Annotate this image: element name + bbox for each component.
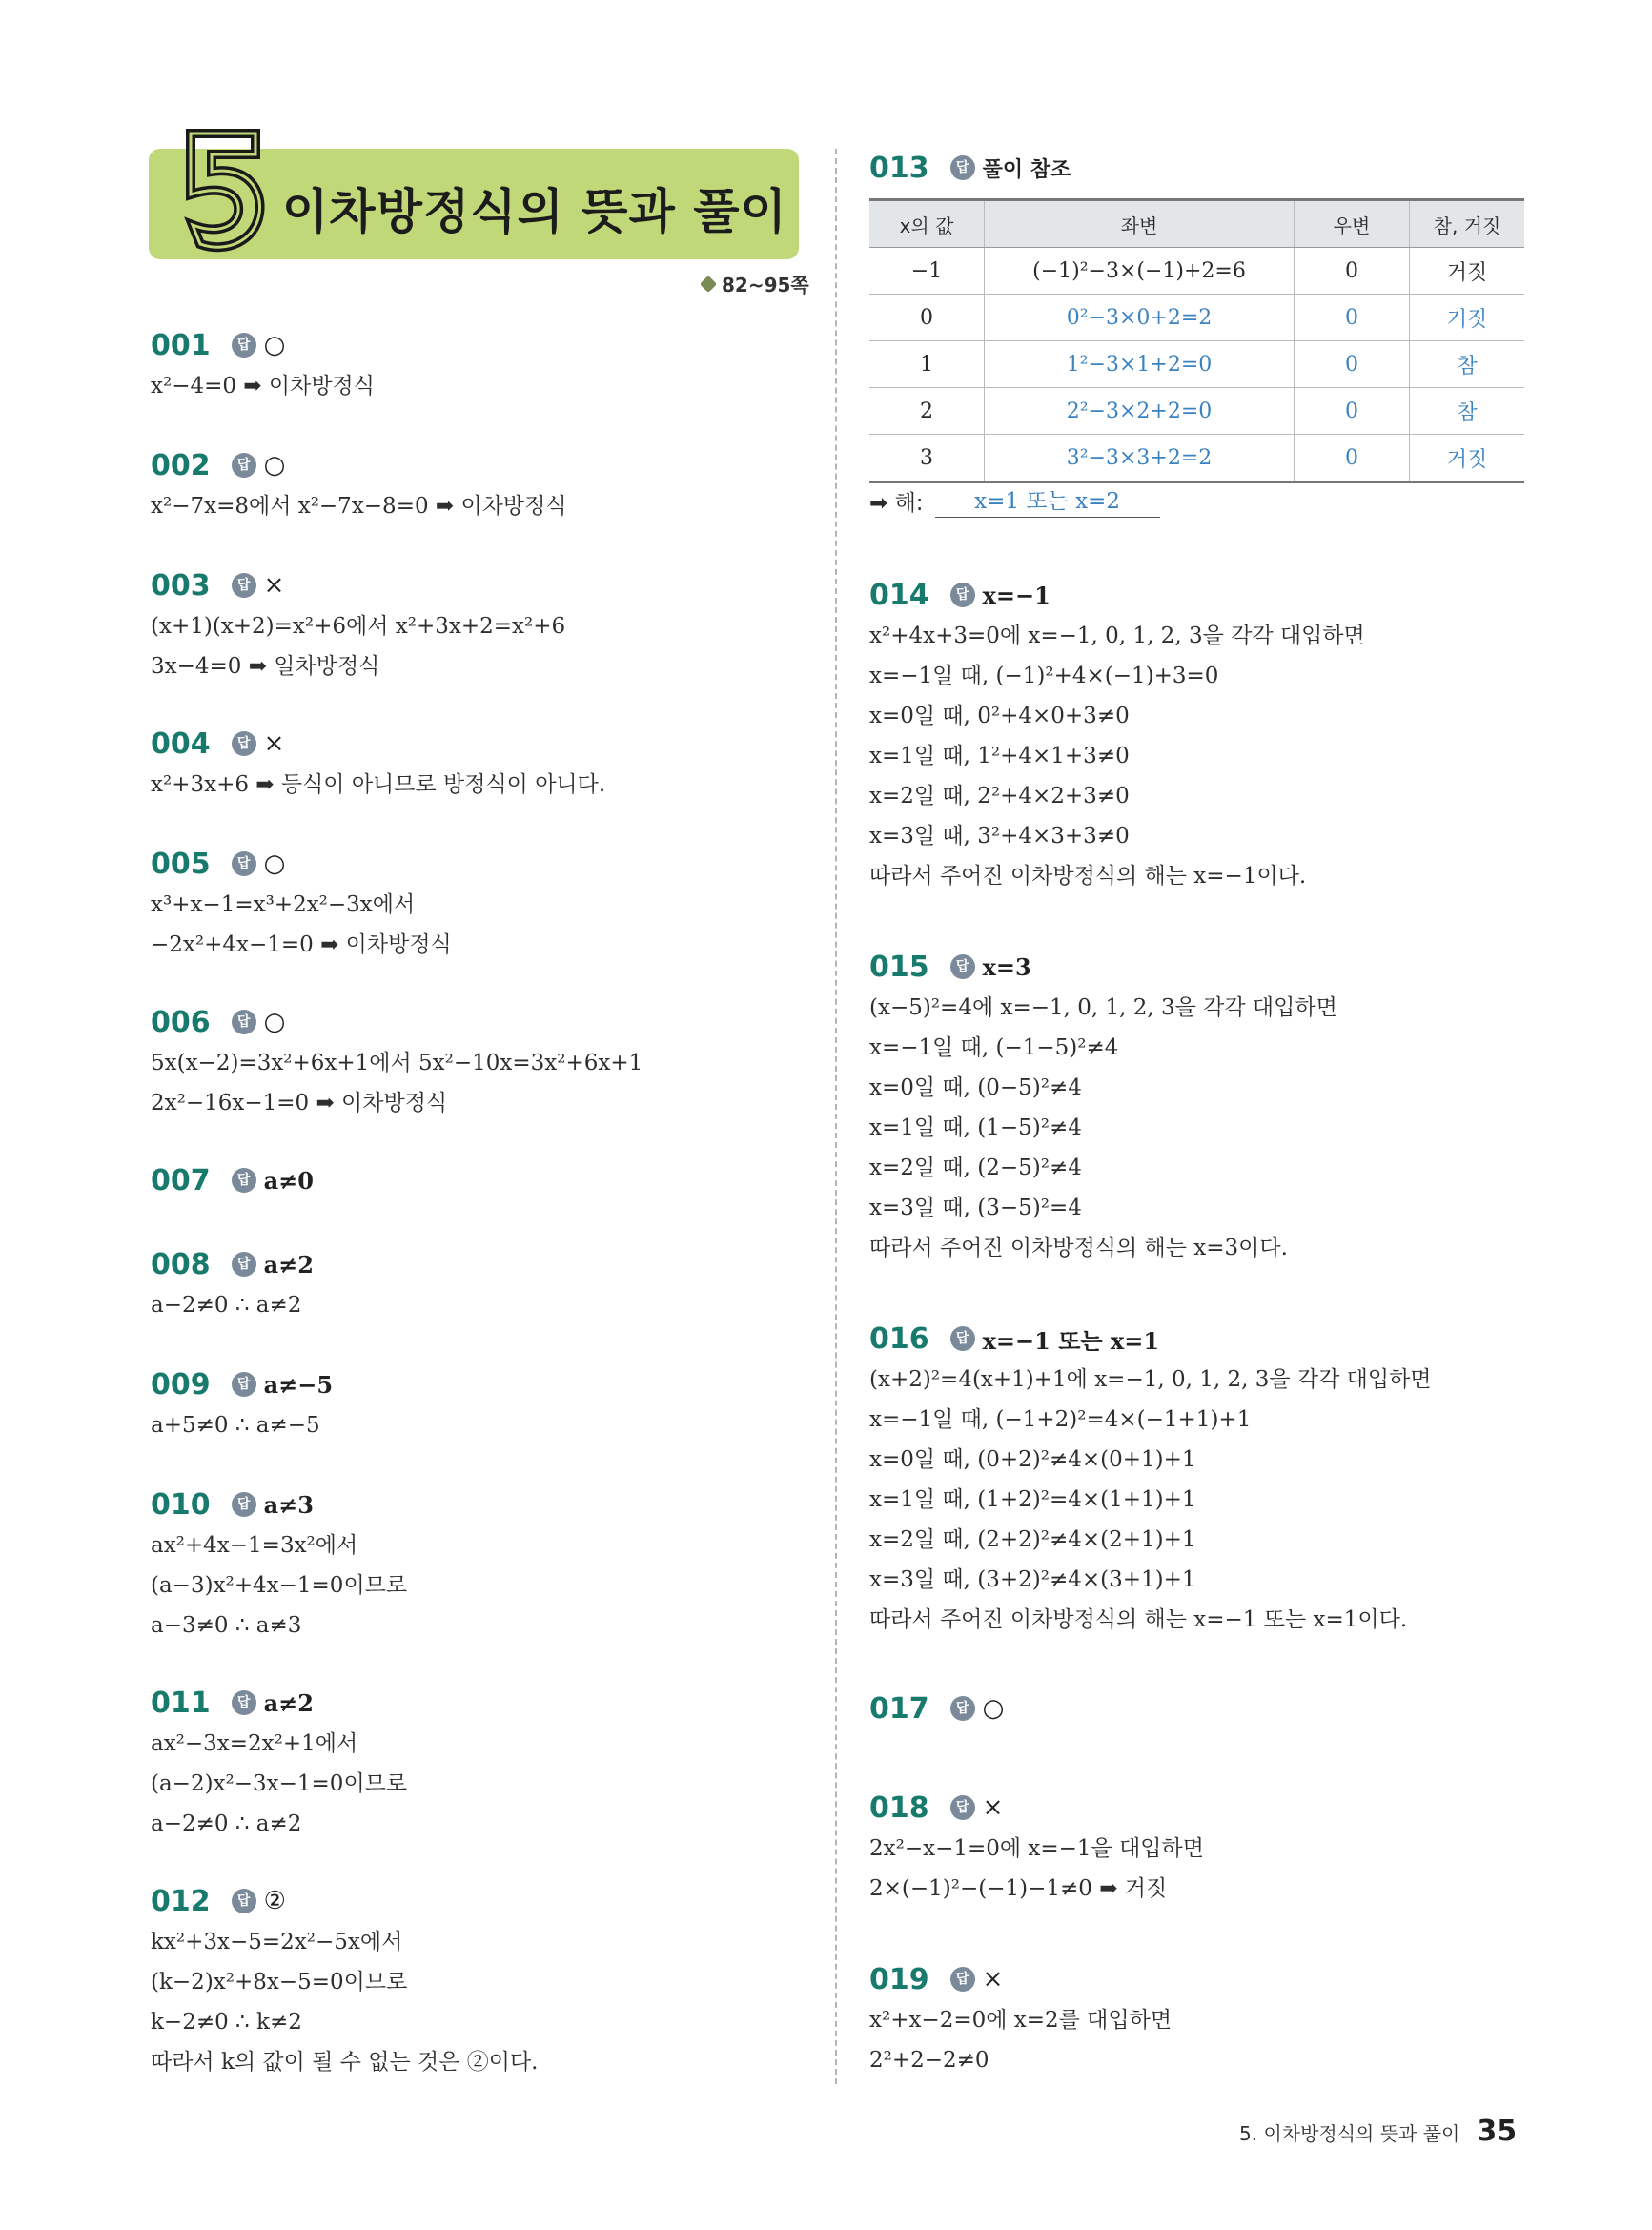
chapter-title: 이차방정식의 뜻과 풀이	[282, 184, 787, 239]
answer-text: ×	[982, 1793, 1004, 1822]
solution-line: x=3일 때, (3−5)²=4	[869, 1196, 1082, 1220]
solution-line: ax²−3x=2x²+1에서	[151, 1731, 358, 1756]
problem-016	[869, 1318, 1432, 1640]
solution-line: kx²+3x−5=2x²−5x에서	[151, 1930, 403, 1954]
cell-right: 0	[1295, 388, 1410, 435]
problem-013	[869, 147, 1071, 189]
problem-number: 017	[869, 1691, 929, 1726]
solution-line: x=3일 때, 3²+4×3+3≠0	[869, 824, 1130, 849]
problem-001	[151, 324, 375, 406]
answer-text: a≠2	[263, 1250, 314, 1279]
solution-line: 3x−4=0 ➡ 일차방정식	[151, 654, 380, 679]
answer-text: a≠0	[263, 1166, 314, 1195]
problem-006	[151, 1001, 642, 1123]
answer-text: ○	[263, 331, 286, 359]
table-row	[869, 295, 1524, 341]
problem-014	[869, 574, 1365, 896]
answer-text: ○	[263, 451, 286, 480]
answer-badge: 답	[232, 1252, 256, 1277]
column-divider	[835, 149, 837, 2084]
answer-badge: 답	[232, 1690, 256, 1715]
solution-line: (a−3)x²+4x−1=0이므로	[151, 1573, 408, 1598]
solution-line: x²+3x+6 ➡ 등식이 아니므로 방정식이 아니다.	[151, 772, 606, 797]
solution-line: x=2일 때, 2²+4×2+3≠0	[869, 784, 1130, 808]
solution-line: 5x(x−2)=3x²+6x+1에서 5x²−10x=3x²+6x+1	[151, 1051, 643, 1075]
cell-x: −1	[869, 248, 985, 295]
problem-004	[151, 723, 605, 805]
cell-x: 0	[869, 295, 985, 341]
problem-number: 002	[151, 448, 211, 482]
answer-badge: 답	[232, 1492, 256, 1517]
answer-badge: 답	[232, 731, 256, 756]
problem-018	[869, 1787, 1204, 1909]
problem-007	[151, 1159, 314, 1201]
page-number: 35	[1477, 2115, 1518, 2148]
answer-badge: 답	[950, 583, 975, 607]
problem-009	[151, 1363, 333, 1445]
problem-003	[151, 564, 565, 686]
solution-line: x=1일 때, (1+2)²=4×(1+1)+1	[869, 1487, 1196, 1512]
cell-truth: 거짓	[1410, 248, 1525, 295]
solution-line: 2²+2−2≠0	[869, 2048, 989, 2073]
answer-badge: 답	[232, 333, 256, 358]
solution-line: x²+4x+3=0에 x=−1, 0, 1, 2, 3을 각각 대입하면	[869, 624, 1365, 648]
solution-line: x³+x−1=x³+2x²−3x에서	[151, 892, 416, 917]
problem-number: 018	[869, 1790, 929, 1825]
solution-line: x=−1일 때, (−1−5)²≠4	[869, 1035, 1119, 1060]
page-range-text: 82~95쪽	[722, 274, 809, 297]
problem-number: 004	[151, 726, 211, 761]
table-header: x의 값	[869, 200, 985, 248]
answer-text: ×	[263, 571, 285, 600]
problem-number: 005	[151, 847, 211, 881]
solution-line: x=1일 때, (1−5)²≠4	[869, 1115, 1082, 1140]
problem-number: 016	[869, 1321, 929, 1356]
problem-015	[869, 946, 1337, 1268]
answer-badge: 답	[950, 954, 975, 979]
solution-line: 따라서 주어진 이차방정식의 해는 x=−1 또는 x=1이다.	[869, 1607, 1408, 1632]
solution-line: x²−7x=8에서 x²−7x−8=0 ➡ 이차방정식	[151, 494, 567, 519]
problem-number: 015	[869, 950, 929, 984]
footer-chapter-title: 5. 이차방정식의 뜻과 풀이	[1239, 2122, 1460, 2145]
page-range	[701, 270, 809, 297]
problem-number: 013	[869, 151, 929, 185]
answer-badge: 답	[950, 155, 975, 180]
cell-right: 0	[1295, 295, 1410, 341]
cell-right: 0	[1295, 248, 1410, 295]
cube-icon	[700, 275, 717, 292]
problem-011	[151, 1682, 407, 1844]
problem-002	[151, 444, 567, 526]
table-header: 좌변	[985, 200, 1295, 248]
solution-line: a+5≠0 ∴ a≠−5	[151, 1413, 320, 1438]
solution-line: 2×(−1)²−(−1)−1≠0 ➡ 거짓	[869, 1876, 1168, 1901]
page-footer	[1239, 2115, 1517, 2148]
answer-text: x=3	[982, 952, 1031, 981]
problem-number: 010	[151, 1487, 211, 1522]
solution-line: a−2≠0 ∴ a≠2	[151, 1811, 302, 1836]
cell-truth: 참	[1410, 341, 1525, 388]
solution-line: (x−5)²=4에 x=−1, 0, 1, 2, 3을 각각 대입하면	[869, 995, 1337, 1020]
solution-line: (x+1)(x+2)=x²+6에서 x²+3x+2=x²+6	[151, 614, 566, 639]
solution-line: x=2일 때, (2+2)²≠4×(2+1)+1	[869, 1527, 1196, 1552]
answer-text: ○	[263, 1008, 286, 1036]
cell-truth: 거짓	[1410, 295, 1525, 341]
answer-text: ②	[263, 1887, 286, 1915]
cell-x: 3	[869, 435, 985, 482]
answer-badge: 답	[232, 851, 256, 876]
solution-line: x²−4=0 ➡ 이차방정식	[151, 374, 375, 399]
solution-line: (x+2)²=4(x+1)+1에 x=−1, 0, 1, 2, 3을 각각 대입하면	[869, 1367, 1432, 1392]
problem-number: 007	[151, 1163, 211, 1197]
problem-number: 012	[151, 1884, 211, 1918]
answer-text: x=−1 또는 x=1	[982, 1326, 1160, 1355]
solution-line: ax²+4x−1=3x²에서	[151, 1533, 358, 1558]
problem-008	[151, 1243, 314, 1325]
solution-line: (k−2)x²+8x−5=0이므로	[151, 1970, 408, 1995]
answer-badge: 답	[232, 1889, 256, 1913]
cell-truth: 거짓	[1410, 435, 1525, 482]
problem-017	[869, 1688, 1004, 1729]
cell-left: 2²−3×2+2=0	[985, 388, 1295, 435]
cell-left: 0²−3×0+2=2	[985, 295, 1295, 341]
problem-number: 003	[151, 568, 211, 603]
answer-text: ○	[263, 849, 286, 878]
solution-line: 따라서 주어진 이차방정식의 해는 x=3이다.	[869, 1236, 1288, 1260]
solution-line: x=0일 때, (0−5)²≠4	[869, 1075, 1082, 1100]
answer-badge: 답	[232, 453, 256, 478]
answer-badge: 답	[232, 1372, 256, 1397]
problem-005	[151, 843, 452, 965]
problem-number: 011	[151, 1686, 211, 1720]
problem-number: 009	[151, 1367, 211, 1401]
cell-x: 2	[869, 388, 985, 435]
answer-text: a≠−5	[263, 1370, 334, 1399]
solution-line: x=0일 때, (0+2)²≠4×(0+1)+1	[869, 1447, 1196, 1472]
solution-line: 따라서 k의 값이 될 수 없는 것은 ②이다.	[151, 2050, 539, 2075]
problem-012	[151, 1880, 538, 2082]
table-row	[869, 388, 1524, 435]
cell-x: 1	[869, 341, 985, 388]
solution-line: x=−1일 때, (−1+2)²=4×(−1+1)+1	[869, 1407, 1252, 1432]
solution-line: (a−2)x²−3x−1=0이므로	[151, 1771, 408, 1796]
problem-010	[151, 1483, 407, 1646]
table-row	[869, 435, 1524, 482]
answer-text: ×	[263, 729, 285, 758]
solution-line: x=2일 때, (2−5)²≠4	[869, 1156, 1082, 1180]
answer-badge: 답	[950, 1795, 975, 1820]
solution-line: 2x²−16x−1=0 ➡ 이차방정식	[151, 1091, 448, 1115]
solution-line: −2x²+4x−1=0 ➡ 이차방정식	[151, 932, 452, 957]
solution-line: x=−1일 때, (−1)²+4×(−1)+3=0	[869, 664, 1219, 688]
answer-badge: 답	[232, 1010, 256, 1034]
answer-text: x=−1	[982, 581, 1050, 609]
solution-label: ➡ 해:	[869, 490, 924, 516]
solution-line: 따라서 주어진 이차방정식의 해는 x=−1이다.	[869, 864, 1307, 889]
answer-badge: 답	[950, 1326, 975, 1351]
truth-table	[869, 198, 1524, 483]
answer-text: ○	[982, 1694, 1005, 1723]
answer-text: ×	[982, 1965, 1004, 1994]
problem-number: 008	[151, 1247, 211, 1281]
answer-badge: 답	[950, 1696, 975, 1721]
problem-number: 014	[869, 578, 929, 612]
solution-line: x=0일 때, 0²+4×0+3≠0	[869, 704, 1130, 728]
chapter-number-graphic	[172, 122, 267, 256]
table-row	[869, 341, 1524, 388]
table-header: 참, 거짓	[1410, 200, 1525, 248]
solution-line	[869, 481, 1160, 521]
answer-badge: 답	[232, 1168, 256, 1193]
solution-line: x=1일 때, 1²+4×1+3≠0	[869, 744, 1130, 768]
solution-line: x²+x−2=0에 x=2를 대입하면	[869, 2008, 1173, 2033]
problem-019	[869, 1958, 1172, 2080]
solution-line: a−3≠0 ∴ a≠3	[151, 1613, 302, 1638]
cell-right: 0	[1295, 435, 1410, 482]
cell-right: 0	[1295, 341, 1410, 388]
cell-left: 3²−3×3+2=2	[985, 435, 1295, 482]
table-header: 우변	[1295, 200, 1410, 248]
problem-number: 001	[151, 328, 211, 362]
answer-badge: 답	[232, 573, 256, 598]
cell-truth: 참	[1410, 388, 1525, 435]
table-row	[869, 248, 1524, 295]
cell-left: (−1)²−3×(−1)+2=6	[985, 248, 1295, 295]
answer-badge: 답	[950, 1967, 975, 1992]
cell-left: 1²−3×1+2=0	[985, 341, 1295, 388]
answer-text: a≠2	[263, 1688, 314, 1717]
solution-value: x=1 또는 x=2	[935, 483, 1160, 518]
solution-line: a−2≠0 ∴ a≠2	[151, 1293, 302, 1318]
solution-line: k−2≠0 ∴ k≠2	[151, 2010, 302, 2035]
answer-text: 풀이 참조	[982, 157, 1071, 182]
problem-number: 019	[869, 1962, 929, 1996]
solution-line: x=3일 때, (3+2)²≠4×(3+1)+1	[869, 1567, 1196, 1592]
answer-text: a≠3	[263, 1490, 314, 1519]
problem-number: 006	[151, 1005, 211, 1039]
solution-line: 2x²−x−1=0에 x=−1을 대입하면	[869, 1836, 1204, 1861]
